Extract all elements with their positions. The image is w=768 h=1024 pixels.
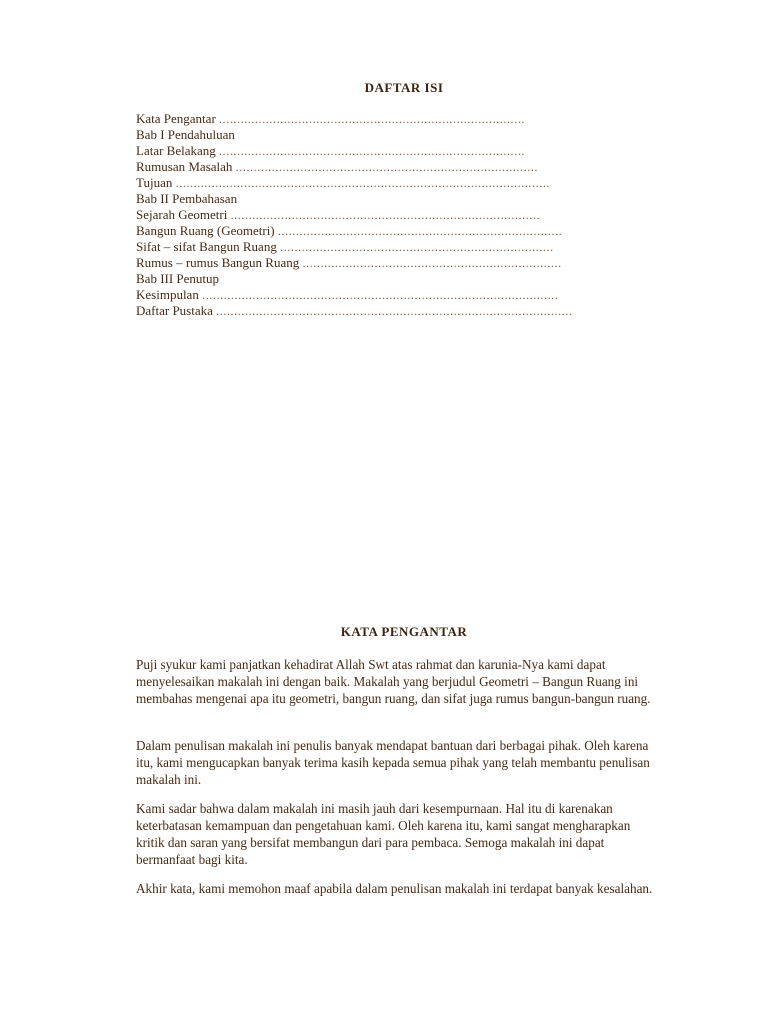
toc-entry-label: Bab III Penutup (136, 271, 220, 286)
toc-entry-label: Kata Pengantar (136, 111, 216, 126)
toc-entry[interactable] (136, 127, 616, 143)
paragraph: Akhir kata, kami memohon maaf apabila dalam penulisan makalah ini terdapat banyak kesalahan. (136, 881, 653, 896)
toc-entry[interactable] (136, 255, 616, 271)
toc-entry[interactable] (136, 175, 616, 191)
section-title-kata-pengantar: KATA PENGANTAR (340, 624, 468, 639)
table-of-contents (136, 111, 616, 319)
toc-entry-label: Sejarah Geometri (136, 207, 228, 222)
toc-leader-dots: ..................................................................................... (219, 144, 526, 158)
toc-entry[interactable] (136, 159, 616, 175)
paragraph: Kami sadar bahwa dalam makalah ini masih jauh dari kesempurnaan. Hal itu di karenakan keterbatasan kemampuan dan pengetahuan kami. Oleh karena itu, kami sangat mengharapkan kritik dan saran yang bersifat membangun dari para pembaca. Semoga makalah ini dapat bermanfaat bagi kita. (136, 801, 631, 867)
toc-entry-label: Tujuan (136, 175, 173, 190)
toc-title: DAFTAR ISI (364, 80, 444, 95)
toc-entry-label: Bab II Pembahasan (136, 191, 238, 206)
toc-entry[interactable] (136, 287, 616, 303)
toc-entry[interactable] (136, 271, 616, 287)
toc-entry-label: Daftar Pustaka (136, 303, 213, 318)
toc-entry[interactable] (136, 303, 616, 319)
paragraph: Dalam penulisan makalah ini penulis banyak mendapat bantuan dari berbagai pihak. Oleh karena itu, kami mengucapkan banyak terima kasih kepada semua pihak yang telah membantu penulisan makalah ini. (136, 738, 650, 787)
toc-leader-dots: ..................................................................................... (219, 112, 526, 126)
toc-leader-dots: ................................................................................................... (202, 288, 559, 302)
toc-entry-label: Rumus – rumus Bangun Ruang (136, 255, 300, 270)
toc-leader-dots: ............................................................................ (280, 240, 554, 254)
toc-entry-label: Bangun Ruang (Geometri) (136, 223, 275, 238)
toc-entry-label: Rumusan Masalah (136, 159, 233, 174)
toc-entry[interactable] (136, 207, 616, 223)
toc-entry-label: Bab I Pendahuluan (136, 127, 235, 142)
toc-leader-dots: ........................................................................................................ (175, 176, 551, 190)
toc-entry-label: Kesimpulan (136, 287, 199, 302)
toc-entry-label: Latar Belakang (136, 143, 216, 158)
toc-entry[interactable] (136, 191, 616, 207)
toc-leader-dots: ................................................................................................... (216, 304, 573, 318)
toc-entry-label: Sifat – sifat Bangun Ruang (136, 239, 277, 254)
toc-leader-dots: ...................................................................................... (230, 208, 541, 222)
toc-entry[interactable] (136, 111, 616, 127)
toc-entry[interactable] (136, 143, 616, 159)
toc-leader-dots: ............................................................................... (277, 224, 563, 238)
toc-leader-dots: .................................................................................... (235, 160, 539, 174)
toc-entry[interactable] (136, 239, 616, 255)
toc-entry[interactable] (136, 223, 616, 239)
toc-leader-dots: ........................................................................ (302, 256, 562, 270)
paragraph: Puji syukur kami panjatkan kehadirat Allah Swt atas rahmat dan karunia-Nya kami dapat menyelesaikan makalah ini dengan baik. Makalah yang berjudul Geometri – Bangun Ruang ini membahas mengenai apa itu geometri, bangun ruang, dan sifat juga rumus bangun-bangun ruang. (136, 657, 651, 706)
